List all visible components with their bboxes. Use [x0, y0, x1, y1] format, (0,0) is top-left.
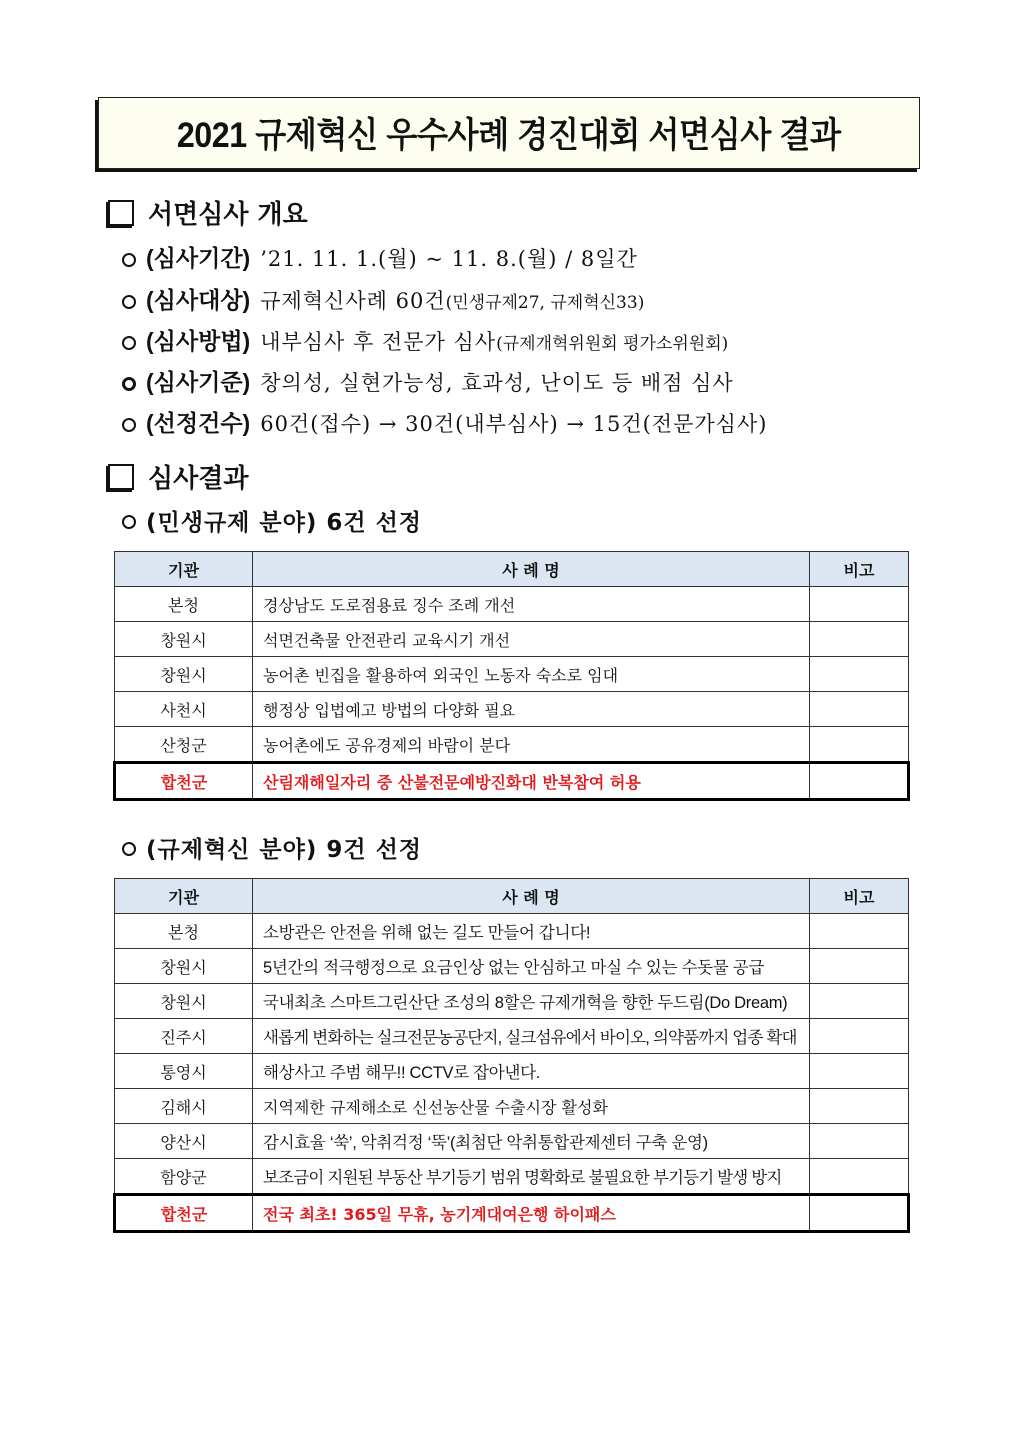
- table-row: [115, 692, 909, 727]
- cell-note: [810, 1124, 909, 1159]
- table-row: [115, 949, 909, 984]
- cell-note: [810, 657, 909, 692]
- cell-org: 합천군: [115, 763, 253, 800]
- section-heading-text: 서면심사 개요: [148, 200, 308, 230]
- table-row: [115, 657, 909, 692]
- header-case: 사 례 명: [253, 879, 810, 914]
- item-value: 60건(접수) → 30건(내부심사) → 15건(전문가심사): [260, 412, 768, 436]
- cell-note: [810, 1089, 909, 1124]
- circle-bullet-icon: [122, 418, 136, 432]
- item-label: (심사대상): [146, 287, 251, 313]
- table-row: [115, 1159, 909, 1195]
- table-row: [115, 1019, 909, 1054]
- item-note: (규제개혁위원회 평가소위원회): [496, 334, 729, 354]
- cell-case: 새롭게 변화하는 실크전문농공단지, 실크섬유에서 바이오, 의약품까지 업종 확대: [253, 1019, 810, 1054]
- section-heading-overview: [108, 194, 308, 231]
- cell-org: 사천시: [115, 692, 253, 727]
- cell-org: 통영시: [115, 1054, 253, 1089]
- cell-note: [810, 949, 909, 984]
- section-heading-text: 심사결과: [148, 464, 249, 494]
- cell-org: 함양군: [115, 1159, 253, 1195]
- overview-item-method: [122, 323, 728, 356]
- cell-case: 농어촌에도 공유경제의 바람이 분다: [253, 727, 810, 763]
- table-header-row: [115, 552, 909, 587]
- cell-org: 본청: [115, 587, 253, 622]
- cell-org: 창원시: [115, 657, 253, 692]
- results-table-innovation: [113, 878, 910, 1233]
- cell-org: 창원시: [115, 622, 253, 657]
- item-value: 창의성, 실현가능성, 효과성, 난이도 등 배점 심사: [260, 371, 734, 395]
- cell-org: 본청: [115, 914, 253, 949]
- table-header-row: [115, 879, 909, 914]
- cell-note: [810, 1195, 909, 1232]
- cell-note: [810, 1159, 909, 1195]
- cell-case: 농어촌 빈집을 활용하여 외국인 노동자 숙소로 임대: [253, 657, 810, 692]
- cell-org: 양산시: [115, 1124, 253, 1159]
- table-row-highlighted: [115, 763, 909, 800]
- cell-case: 해상사고 주범 해무!! CCTV로 잡아낸다.: [253, 1054, 810, 1089]
- item-value: 내부심사 후 전문가 심사: [260, 330, 497, 354]
- results-table-livelihood: [113, 551, 910, 801]
- table-row: [115, 587, 909, 622]
- cell-note: [810, 1054, 909, 1089]
- circle-bullet-icon: [122, 253, 136, 267]
- cell-case: 행정상 입법예고 방법의 다양화 필요: [253, 692, 810, 727]
- table-row: [115, 622, 909, 657]
- cell-case: 국내최초 스마트그린산단 조성의 8할은 규제개혁을 향한 두드림(Do Dream): [253, 984, 810, 1019]
- cell-org: 창원시: [115, 984, 253, 1019]
- header-org: 기관: [115, 552, 253, 587]
- square-box-icon: [108, 464, 134, 490]
- circle-bullet-icon: [122, 336, 136, 350]
- cell-note: [810, 914, 909, 949]
- cell-case: 보조금이 지원된 부동산 부기등기 범위 명확화로 불필요한 부기등기 발생 방지: [253, 1159, 810, 1195]
- cell-case: 5년간의 적극행정으로 요금인상 없는 안심하고 마실 수 있는 수돗물 공급: [253, 949, 810, 984]
- circle-bullet-icon: [122, 377, 136, 391]
- overview-item-period: [122, 240, 638, 273]
- table-row: [115, 1089, 909, 1124]
- table-row-highlighted: [115, 1195, 909, 1232]
- cell-note: [810, 727, 909, 763]
- item-value: ’21. 11. 1.(월) ~ 11. 8.(월) / 8일간: [260, 247, 638, 271]
- overview-item-criteria: [122, 364, 734, 397]
- cell-note: [810, 622, 909, 657]
- cell-note: [810, 692, 909, 727]
- header-note: 비고: [810, 879, 909, 914]
- overview-item-selection-count: [122, 405, 767, 438]
- cell-org: 김해시: [115, 1089, 253, 1124]
- cell-note: [810, 763, 909, 800]
- subheading-innovation: [122, 831, 422, 864]
- item-note: (민생규제27, 규제혁신33): [445, 293, 645, 313]
- cell-org: 합천군: [115, 1195, 253, 1232]
- table-row: [115, 914, 909, 949]
- circle-bullet-icon: [122, 295, 136, 309]
- table-row: [115, 727, 909, 763]
- item-label: (선정건수): [146, 410, 251, 436]
- header-note: 비고: [810, 552, 909, 587]
- table-row: [115, 1124, 909, 1159]
- table-row: [115, 984, 909, 1019]
- cell-case: 전국 최초! 365일 무휴, 농기계대여은행 하이패스: [253, 1195, 810, 1232]
- cell-case: 산림재해일자리 중 산불전문예방진화대 반복참여 허용: [253, 763, 810, 800]
- subheading-text: (민생규제 분야) 6건 선정: [146, 510, 423, 536]
- cell-note: [810, 587, 909, 622]
- subheading-text: (규제혁신 분야) 9건 선정: [146, 837, 423, 863]
- cell-case: 석면건축물 안전관리 교육시기 개선: [253, 622, 810, 657]
- subheading-livelihood: [122, 504, 422, 537]
- section-heading-results: [108, 458, 248, 495]
- cell-case: 소방관은 안전을 위해 없는 길도 만들어 갑니다!: [253, 914, 810, 949]
- cell-org: 산청군: [115, 727, 253, 763]
- cell-case: 경상남도 도로점용료 징수 조례 개선: [253, 587, 810, 622]
- item-label: (심사기간): [146, 245, 251, 271]
- cell-case: 지역제한 규제해소로 신선농산물 수출시장 활성화: [253, 1089, 810, 1124]
- circle-bullet-icon: [122, 515, 136, 529]
- circle-bullet-icon: [122, 842, 136, 856]
- header-org: 기관: [115, 879, 253, 914]
- cell-note: [810, 984, 909, 1019]
- table-row: [115, 1054, 909, 1089]
- overview-item-target: [122, 282, 644, 315]
- item-label: (심사방법): [146, 328, 251, 354]
- cell-org: 진주시: [115, 1019, 253, 1054]
- header-case: 사 례 명: [253, 552, 810, 587]
- title-box: [98, 97, 920, 169]
- item-label: (심사기준): [146, 369, 251, 395]
- cell-case: 감시효율 ‘쑥’, 악취걱정 ‘뚝’(최첨단 악취통합관제센터 구축 운영): [253, 1124, 810, 1159]
- square-box-icon: [108, 200, 134, 226]
- cell-note: [810, 1019, 909, 1054]
- item-value: 규제혁신사례 60건: [260, 289, 446, 313]
- document-title: 2021 규제혁신 우수사례 경진대회 서면심사 결과: [177, 116, 841, 155]
- cell-org: 창원시: [115, 949, 253, 984]
